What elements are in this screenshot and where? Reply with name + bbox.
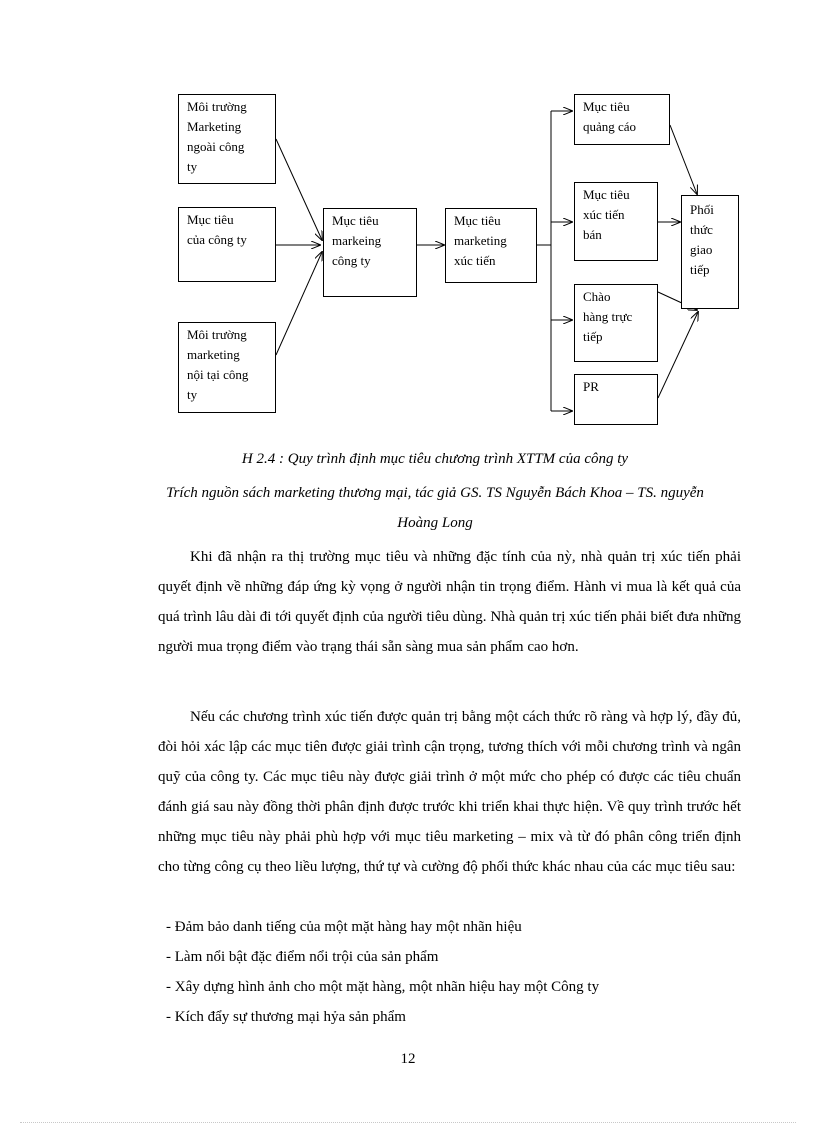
box-promotion-goal: Mục tiêu marketing xúc tiến bbox=[445, 208, 537, 283]
bullet-item: - Xây dựng hình ảnh cho một mặt hàng, một nhãn hiệu hay một Công ty bbox=[166, 979, 600, 995]
box-internal-environment: Môi trường marketing nội tại công ty bbox=[178, 322, 276, 413]
figure-caption: H 2.4 : Quy trình định mục tiêu chương trình XTTM của công ty bbox=[241, 451, 629, 467]
page-number: 12 bbox=[400, 1051, 416, 1067]
box-external-environment: Môi trường Marketing ngoài công ty bbox=[178, 94, 276, 184]
figure-source-author: Hoàng Long bbox=[397, 515, 473, 531]
box-advertising-goal: Mục tiêu quảng cáo bbox=[574, 94, 670, 145]
box-sales-promotion-goal: Mục tiêu xúc tiến bán bbox=[574, 182, 658, 261]
bullet-item: - Kích đẩy sự thương mại hỷa sản phẩm bbox=[166, 1009, 406, 1025]
box-direct-selling: Chào hàng trực tiếp bbox=[574, 284, 658, 362]
box-company-goal: Mục tiêu của công ty bbox=[178, 207, 276, 282]
arrow-external-to-marketing bbox=[276, 139, 322, 240]
arrow-pr-to-mix bbox=[658, 312, 698, 398]
figure-source: Trích nguồn sách marketing thương mại, tác giả GS. TS Nguyễn Bách Khoa – TS. nguyễn bbox=[166, 485, 704, 501]
box-marketing-goal: Mục tiêu markeing công ty bbox=[323, 208, 417, 297]
bullet-item: - Làm nổi bật đặc điểm nổi trội của sản phẩm bbox=[166, 949, 439, 965]
paragraph-2: Nếu các chương trình xúc tiến được quản trị bằng một cách thức rõ ràng và hợp lý, đầy đủ, đòi hỏi xác lập các mục tiên được giải trình cận trọng, tương thích với mỗi chương trình và ngân quỹ của công ty. Các mục tiêu này được giải trình ở một mức cho phép có được các tiêu chuẩn đánh giá sau này đồng thời phân định được trước khi triển khai thực hiện. Về quy trình trước hết những mục tiêu này phải phù hợp với mục tiêu marketing – mix và từ đó phân công triển định cho từng công cụ theo liều lượng, thứ tự và cường độ phối thức khác nhau của các mục tiêu sau: bbox=[158, 709, 741, 875]
box-pr: PR bbox=[574, 374, 658, 425]
paragraph-1: Khi đã nhận ra thị trường mục tiêu và những đặc tính của nỳ, nhà quản trị xúc tiến phải quyết định về những đáp ứng kỳ vọng ở người nhận tin trọng điểm. Hành vi mua là kết quả của quá trình lâu dài đi tới quyết định của người tiêu dùng. Nhà quản trị xúc tiến phải biết đưa những người mua trọng điểm vào trạng thái sẵn sàng mua sản phẩm cao hơn. bbox=[158, 549, 741, 655]
box-communication-mix: Phối thức giao tiếp bbox=[681, 195, 739, 309]
arrow-internal-to-marketing bbox=[276, 252, 322, 355]
bullet-item: - Đảm bảo danh tiếng của một mặt hàng hay một nhãn hiệu bbox=[166, 919, 522, 935]
arrow-ad-to-mix bbox=[670, 125, 697, 194]
